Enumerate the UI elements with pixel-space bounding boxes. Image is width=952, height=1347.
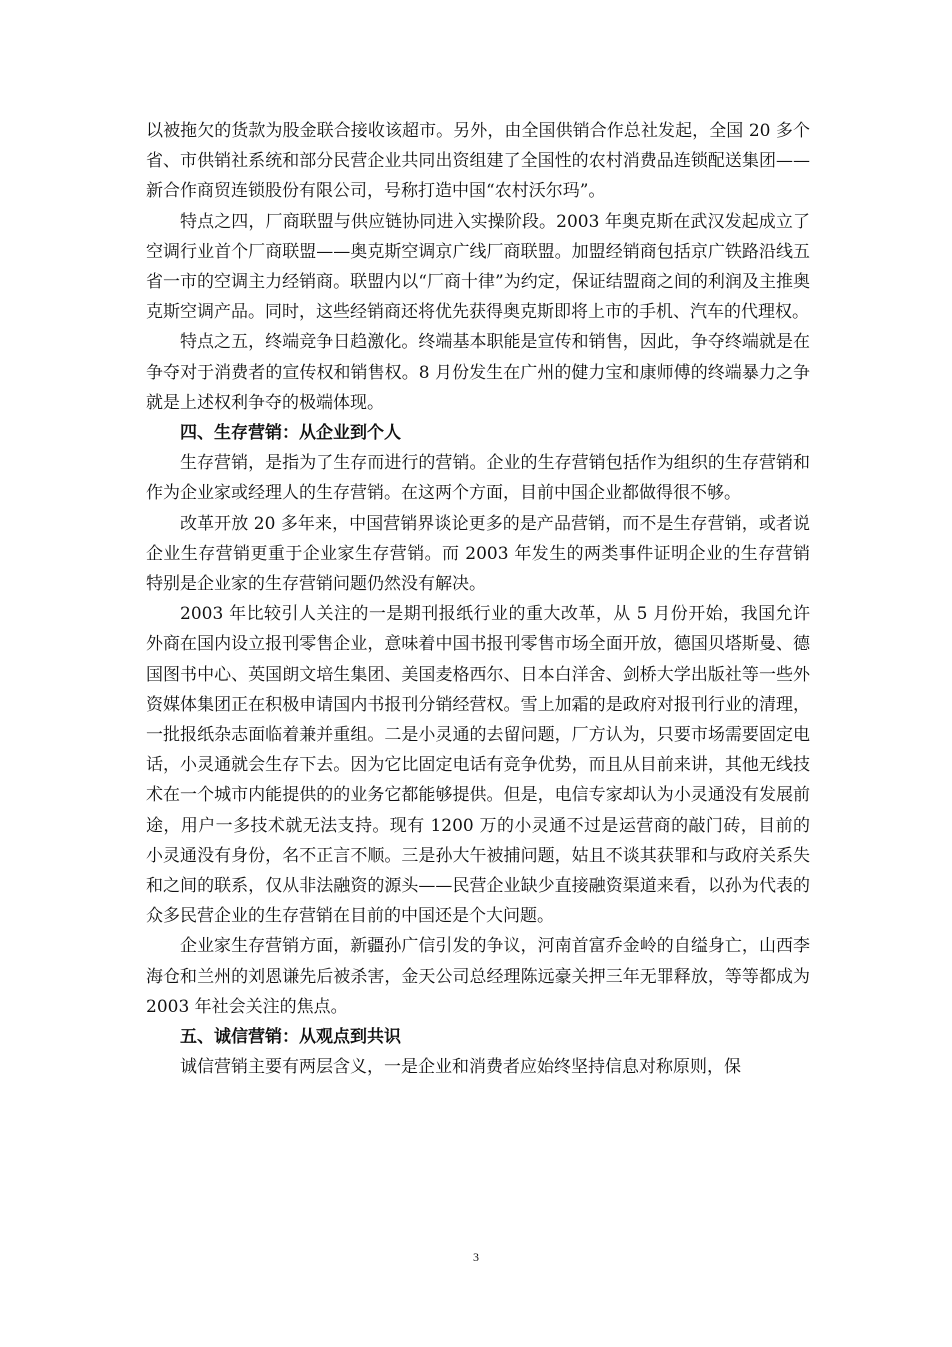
document-body — [146, 116, 810, 1083]
paragraph-reform-opening: 改革开放 20 多年来，中国营销界谈论更多的是产品营销，而不是生存营销，或者说企业生存营销更重于企业家生存营销。而 2003 年发生的两类事件证明企业的生存营销特别是企业家的生存营销问题仍然没有解决。 — [146, 513, 810, 595]
paragraph-survival-definition: 生存营销，是指为了生存而进行的营销。企业的生存营销包括作为组织的生存营销和作为企业家或经理人的生存营销。在这两个方面，目前中国企业都做得很不够。 — [146, 453, 810, 504]
section-heading-integrity-marketing: 五、诚信营销：从观点到共识 — [180, 1027, 401, 1048]
paragraph-entrepreneur-survival: 企业家生存营销方面，新疆孙广信引发的争议，河南首富乔金岭的自缢身亡，山西李海仓和兰州的刘恩谦先后被杀害，金天公司总经理陈远豪关押三年无罪释放，等等都成为 2003 年社会关注的焦点。 — [146, 936, 810, 1017]
paragraph-2003-events: 2003 年比较引人关注的一是期刊报纸行业的重大改革，从 5 月份开始，我国允许外商在国内设立报刊零售企业，意味着中国书报刊零售市场全面开放，德国贝塔斯曼、德国图书中心、英国朗文培生集团、美国麦格西尔、日本白洋舍、剑桥大学出版社等一些外资媒体集团正在积极申请国内书报刊分销经营权。雪上加霜的是政府对报刊行业的清理，一批报纸杂志面临着兼并重组。二是小灵通的去留问题，厂方认为，只要市场需要固定电话，小灵通就会生存下去。因为它比固定电话有竞争优势，而且从目前来讲，其他无线技术在一个城市内能提供的的业务它都能够提供。但是，电信专家却认为小灵通没有发展前途，用户一多技术就无法支持。现有 1200 万的小灵通不过是运营商的敲门砖，目前的小灵通没有身份，名不正言不顺。三是孙大午被捕问题，姑且不谈其获罪和与政府关系失和之间的联系，仅从非法融资的源头——民营企业缺少直接融资渠道来看，以孙为代表的众多民营企业的生存营销在目前的中国还是个大问题。 — [146, 604, 810, 927]
page-number: 3 — [473, 1250, 479, 1264]
section-heading-survival-marketing: 四、生存营销：从企业到个人 — [180, 423, 401, 444]
paragraph-continued: 以被拖欠的货款为股金联合接收该超市。另外，由全国供销合作总社发起，全国 20 多个省、市供销社系统和部分民营企业共同出资组建了全国性的农村消费品连锁配送集团——新合作商贸连锁股份有限公司，号称打造中国“农村沃尔玛”。 — [146, 121, 810, 202]
paragraph-integrity-definition: 诚信营销主要有两层含义，一是企业和消费者应始终坚持信息对称原则，保 — [180, 1057, 741, 1078]
paragraph-feature-four: 特点之四，厂商联盟与供应链协同进入实操阶段。2003 年奥克斯在武汉发起成立了空调行业首个厂商联盟——奥克斯空调京广线厂商联盟。加盟经销商包括京广铁路沿线五省一市的空调主力经销商。联盟内以“厂商十律”为约定，保证结盟商之间的利润及主推奥克斯空调产品。同时，这些经销商还将优先获得奥克斯即将上市的手机、汽车的代理权。 — [146, 211, 810, 323]
paragraph-feature-five: 特点之五，终端竞争日趋激化。终端基本职能是宣传和销售，因此，争夺终端就是在争夺对于消费者的宣传权和销售权。8 月份发生在广州的健力宝和康师傅的终端暴力之争就是上述权利争夺的极端体现。 — [146, 332, 810, 413]
